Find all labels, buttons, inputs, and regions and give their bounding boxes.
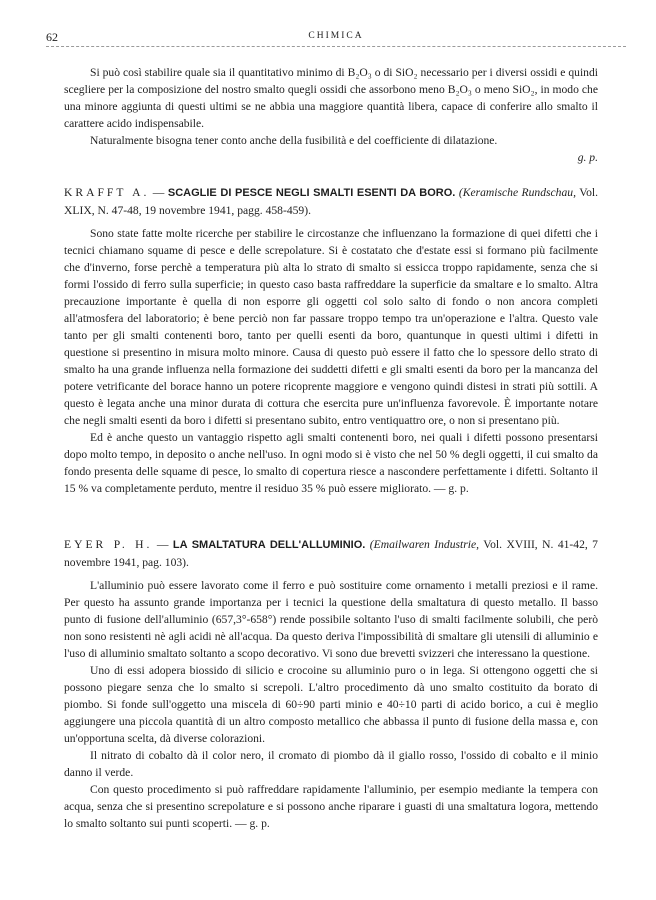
article-eyer — [64, 536, 598, 832]
heading-dash: — — [149, 186, 168, 199]
paragraph: Uno di essi adopera biossido di silicio e crocoine su alluminio puro o in lega. Si ottengono oggetti che si possono piegare senza che lo smalto si screpoli. L'altro procedimento dà uno smalto costituito da borato di piombo. Si fonde sull'oggetto una miscela di 60÷90 parti minio e 40÷10 parti di acido borico, a cui è meglio aggiungere una piccola quantità di un altro composto metallico che abbassa il punto di fusione della massa e, con un'opportuna scelta, dà diverse colorazioni. — [64, 664, 598, 745]
article-title: LA SMALTATURA DELL'ALLUMINIO. — [172, 539, 366, 551]
paragraph: Con questo procedimento si può raffreddare rapidamente l'alluminio, per esempio mediante la tempera con acqua, senza che si presentino screpolature e si possono anche riparare i guasti di una smaltatura logora, mettendo lo smalto soltanto sui punti scoperti. — g. p. — [64, 783, 598, 830]
running-title: CHIMICA — [308, 31, 364, 41]
paragraph: Sono state fatte molte ricerche per stabilire le circostanze che influenzano la formazione di quei difetti che i tecnici chiamano squame di pesce e delle screpolature. Si è costatato che d'estate essi si formano più facilmente che d'inverno, forse perchè a temperatura più alta lo strato di smalto si essicca troppo rapidamente, senza che si formi l'ossido di ferro sulla superficie; in questo caso basta raffreddare la superficie da smaltare e lo smalto. Altra precauzione importante è quella di non esporre gli oggetti col solo salto di fondo o non ancora completi all'atmosfera del laboratorio; è bene perciò non far passare troppo tempo tra un'operazione e l'altra. Questo vale tanto per gli smalti contenenti boro, tanto per quelli esenti da boro, quantunque in questi ultimi i difetti in questione si presentino in misura molto minore. Causa di questo può essere il fatto che lo spessore dello strato di smalto ha una grande influenza nella formazione dei suddetti difetti e gli smalti esenti da boro per la mancanza del potere vetrificante del borace hanno un potere ricoprente maggiore e vengono quindi distesi in strati più sottili. A questo è legata anche una minor durata di cottura che esercita pure un'influenza favorevole. È importante notare che negli smalti esenti da boro i difetti si presentano subito, entro ventiquattro ore, o non si presentano più. — [64, 227, 598, 427]
page-number: 62 — [46, 30, 58, 44]
paragraph: L'alluminio può essere lavorato come il ferro e può sostituire come ornamento i metalli preziosi e il rame. Per questo ha assunto grande importanza per i tecnici la questione della smaltatura di questo metallo. Il basso punto di fusione dell'alluminio (657,3°-658°) rende possibile soltanto l'uso di smalti facilmente solubili, che però non sono resistenti nè agli acidi nè all'acqua. Da questo deriva l'impossibilità di smaltare gli utensili di alluminio e l'uso di alluminio smaltato soltanto a scopo decorativo. Vi sono due brevetti svizzeri che interessano la questione. — [64, 579, 598, 660]
heading-dash: — — [152, 538, 173, 551]
article-author: KRAFFT A. — [64, 186, 150, 199]
article-title: SCAGLIE DI PESCE NEGLI SMALTI ESENTI DA BORO. — [167, 187, 456, 199]
page-header — [46, 30, 626, 46]
article-citation: Vol. XLIX, N. 47-48, 19 novembre 1941, pagg. 458-459). — [64, 186, 599, 217]
article-heading — [64, 536, 598, 571]
article-journal: (Emailwaren Industrie, — [369, 538, 480, 551]
paragraph: Si può così stabilire quale sia il quantitativo minimo di B₂O₃ o di SiO₂ necessario per i diversi ossidi e quindi scegliere per la composizione del nostro smalto quegli ossidi che assorbono meno B₂O₃ o meno SiO₂, in modo che una minore aggiunta di questi ultimi se ne abbia una maggiore quantità libera, capace di conferire allo smalto il carattere acido indispensabile. — [64, 66, 598, 130]
header-rule — [46, 46, 626, 47]
paragraph: Ed è anche questo un vantaggio rispetto agli smalti contenenti boro, nei quali i difetti possono presentarsi dopo molto tempo, in deposito o anche nell'uso. In ogni modo si è visto che nel 50 % degli oggetti, il cui smalto da fondo presenta delle squame di pesce, lo smalto di copertura riesce a nascondere perfettamente i difetti. Soltanto il 15 % va completamente perduto, mentre il residuo 35 % può essere migliorato. — g. p. — [64, 431, 598, 495]
article-heading — [64, 184, 598, 219]
signature: g. p. — [577, 151, 598, 164]
article-citation: Vol. XVIII, N. 41-42, 7 novembre 1941, pag. 103). — [64, 538, 598, 569]
paragraph: Il nitrato di cobalto dà il color nero, il cromato di piombo dà il giallo rosso, l'ossido di cobalto e il minio danno il verde. — [64, 749, 598, 779]
article-author: EYER P. H. — [64, 538, 153, 551]
paragraph: Naturalmente bisogna tener conto anche della fusibilità e del coefficiente di dilatazione. — [90, 134, 498, 147]
article-journal: (Keramische Rundschau, — [458, 186, 576, 199]
article-krafft — [64, 184, 598, 497]
section-introduction — [64, 64, 598, 166]
